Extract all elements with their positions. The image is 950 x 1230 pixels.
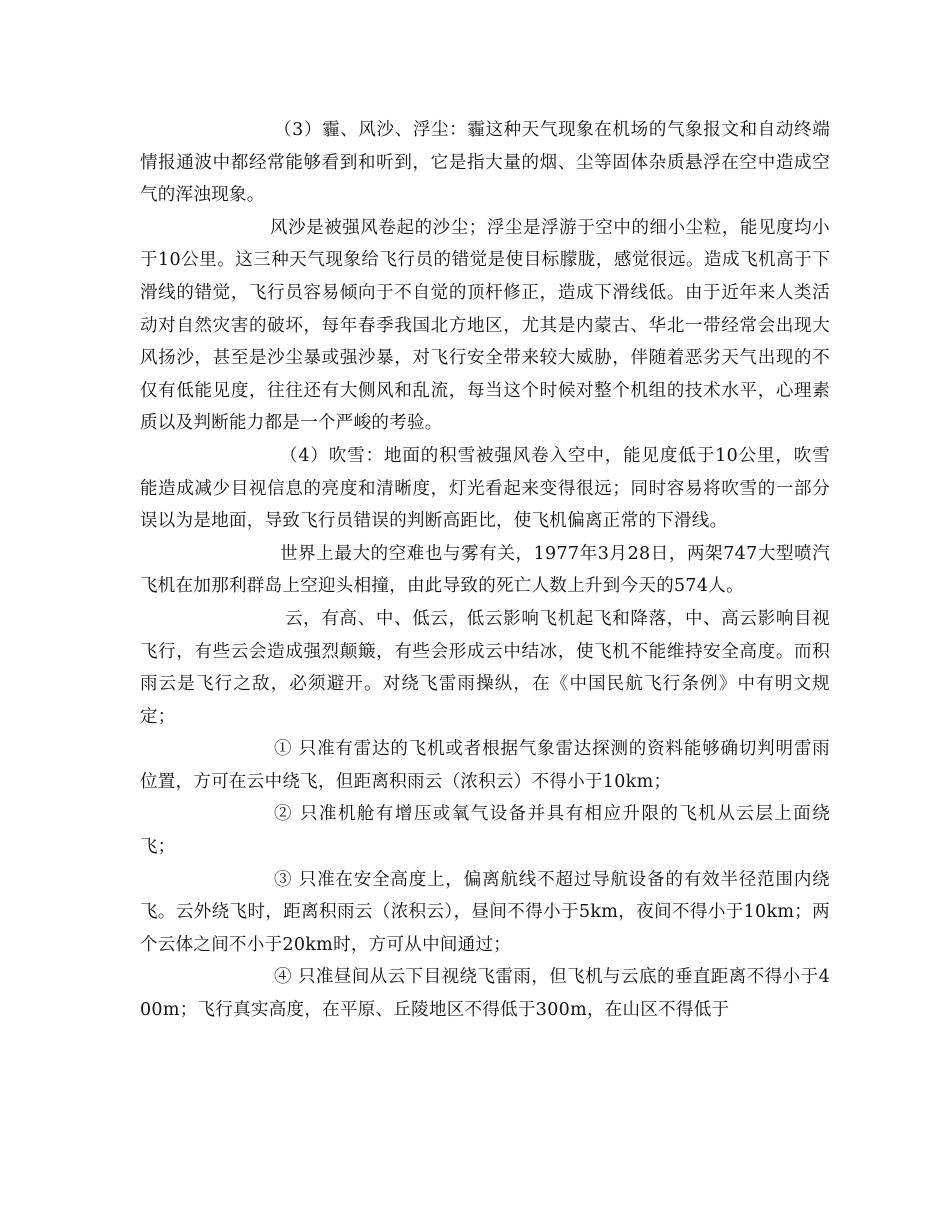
paragraph-clouds: 云，有高、中、低云，低云影响飞机起飞和降落，中、高云影响目视飞行，有些云会造成强烈颠簸，有些会形成云中结冰，使飞机不能维持安全高度。而积雨云是飞行之敌，必须避开。对绕飞雷雨操纵，在《中国民航飞行条例》中有明文规定； (140, 608, 830, 727)
rule-item-4: ④ 只准昼间从云下目视绕飞雷雨，但飞机与云底的垂直距离不得小于400m；飞行真实高度，在平原、丘陵地区不得低于300m，在山区不得低于 (140, 967, 830, 1021)
rule-item-3: ③ 只准在安全高度上，偏离航线不超过导航设备的有效半径范围内绕飞。云外绕飞时，距离积雨云（浓积云），昼间不得小于5km，夜间不得小于10km；两个云体之间不小于20km时，方可从中间通过； (140, 869, 830, 955)
rule-item-1: ① 只准有雷达的飞机或者根据气象雷达探测的资料能够确切判明雷雨位置，方可在云中绕飞，但距离积雨云（浓积云）不得小于10km； (140, 739, 830, 792)
document-body (140, 114, 830, 1027)
paragraph-haze: （3）霾、风沙、浮尘：霾这种天气现象在机场的气象报文和自动终端情报通波中都经常能够看到和听到，它是指大量的烟、尘等固体杂质悬浮在空中造成空气的浑浊现象。 (140, 120, 830, 206)
paragraph-sand-dust: 风沙是被强风卷起的沙尘；浮尘是浮游于空中的细小尘粒，能见度均小于10公里。这三种天气现象给飞行员的错觉是使目标朦胧，感觉很远。造成飞机高于下滑线的错觉，飞行员容易倾向于不自觉的顶杆修正，造成下滑线低。由于近年来人类活动对自然灾害的破坏，每年春季我国北方地区，尤其是内蒙古、华北一带经常会出现大风扬沙，甚至是沙尘暴或强沙暴，对飞行安全带来较大威胁，伴随着恶劣天气出现的不仅有低能见度，往往还有大侧风和乱流，每当这个时候对整个机组的技术水平，心理素质以及判断能力都是一个严峻的考验。 (140, 217, 830, 434)
paragraph-air-disaster: 世界上最大的空难也与雾有关，1977年3月28日，两架747大型喷汽飞机在加那利群岛上空迎头相撞，由此导致的死亡人数上升到今天的574人。 (140, 543, 830, 597)
rule-item-2: ② 只准机舱有增压或氧气设备并具有相应升限的飞机从云层上面绕飞； (140, 804, 830, 858)
paragraph-blowing-snow: （4）吹雪：地面的积雪被强风卷入空中，能见度低于10公里，吹雪能造成减少目视信息的亮度和清晰度，灯光看起来变得很远；同时容易将吹雪的一部分误以为是地面，导致飞行员错误的判断高距比，使飞机偏离正常的下滑线。 (140, 445, 830, 532)
